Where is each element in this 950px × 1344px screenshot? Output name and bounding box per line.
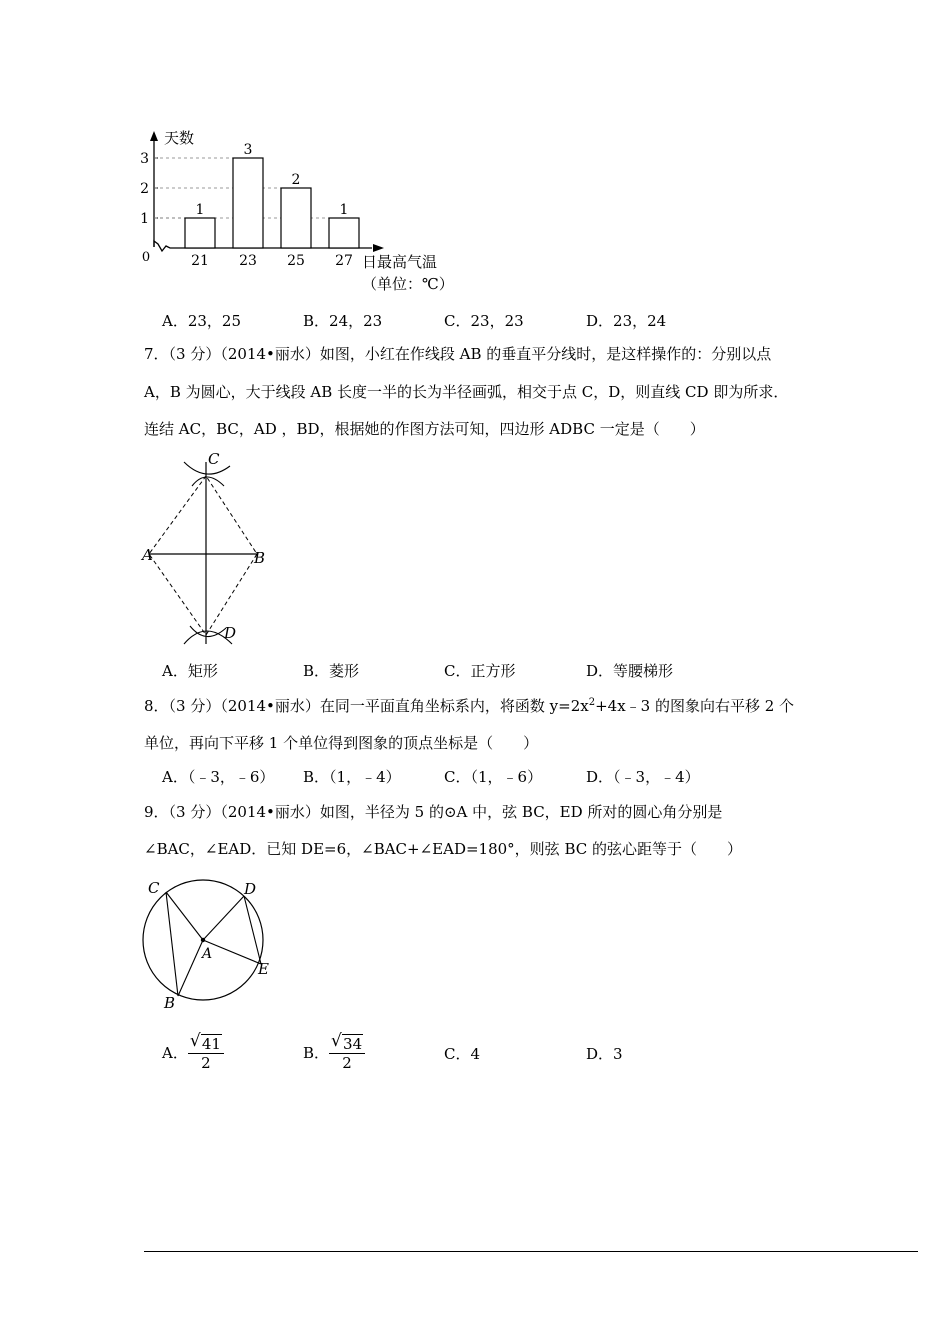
center-point [201,938,205,942]
x-axis-label: 日最高气温 [362,253,438,271]
point-b-label: B [254,549,266,567]
bar-value-label: 3 [243,142,253,158]
y-tick-label: 2 [140,181,149,197]
q7-option-d[interactable]: D．等腰梯形 [586,662,674,680]
bar-value-label: 1 [339,202,349,218]
q9-text-line2: ∠BAC，∠EAD．已知 DE=6，∠BAC+∠EAD=180°，则弦 BC 的弦心距等于（ ） [144,840,742,858]
point-e-label: E [258,960,269,978]
category-label: 27 [335,253,353,269]
q9-option-c[interactable]: C．4 [444,1045,481,1063]
category-label: 21 [191,253,209,269]
radius-ad [203,896,244,940]
histogram-bar [233,158,263,248]
point-b-label: B [164,994,176,1012]
y-tick-label: 3 [140,151,149,167]
q9-option-d[interactable]: D．3 [586,1045,623,1063]
q8-option-b[interactable]: B．（1，﹣4） [303,768,401,786]
q8-text-line1: 8．（3 分）（2014•丽水）在同一平面直角坐标系内，将函数 $y=2x^2+4x﹣3$ 的图象向右平移 2 个 [144,697,795,715]
circle-chords-figure [140,876,280,1014]
point-c-label: C [148,879,160,897]
y-axis-arrow [150,131,158,141]
point-c-label: C [208,450,220,468]
q6-option-d[interactable]: D．23，24 [586,312,667,330]
q7-text-line3: 连结 AC，BC，AD ，BD，根据她的作图方法可知，四边形 ADBC 一定是（ ） [144,420,705,438]
chord-bc [166,892,178,996]
q7-text-line2: A，B 为圆心，大于线段 AB 长度一半的长为半径画弧，相交于点 C，D，则直线 CD 即为所求． [144,383,789,401]
q9-text-line1: 9．（3 分）（2014•丽水）如图，半径为 5 的⊙A 中，弦 BC，ED 所对的圆心角分别是 [144,803,723,821]
perpendicular-bisector-figure [140,448,280,646]
radius-ac [166,892,203,940]
point-d-label: D [224,624,237,642]
temperature-histogram [140,125,470,300]
q7-option-a[interactable]: A．矩形 [162,662,218,680]
y-axis-label: 天数 [164,129,195,147]
rhombus-adbc [149,476,257,635]
arc-c-1 [184,462,230,474]
q8-option-c[interactable]: C．（1，﹣6） [444,768,543,786]
bar-value-label: 1 [195,202,205,218]
q7-option-b[interactable]: B．菱形 [303,662,360,680]
q9-option-b[interactable]: B． √ 34 2 [303,1034,365,1072]
footer-divider [144,1251,918,1252]
category-label: 25 [287,253,305,269]
histogram-bar [185,218,215,248]
origin-label: 0 [141,250,151,265]
q7-option-c[interactable]: C．正方形 [444,662,516,680]
q7-text-line1: 7．（3 分）（2014•丽水）如图，小红在作线段 AB 的垂直平分线时，是这样操作的：分别以点 [144,345,772,363]
q6-option-a[interactable]: A．23，25 [162,312,242,330]
point-d-label: D [244,880,257,898]
histogram-bar [281,188,311,248]
unit-label: （单位：℃） [362,275,454,293]
point-a-label: A [142,546,153,564]
radius-ab [178,940,203,996]
y-tick-label: 1 [140,211,149,227]
point-a-label: A [202,946,213,962]
bar-value-label: 2 [291,172,301,188]
q8-option-a[interactable]: A．（﹣3，﹣6） [162,768,275,786]
q6-option-b[interactable]: B．24，23 [303,312,383,330]
histogram-bar [329,218,359,248]
x-axis-arrow [373,244,384,252]
q9-option-a[interactable]: A． √ 41 2 [162,1034,224,1072]
q6-option-c[interactable]: C．23，23 [444,312,524,330]
q8-option-d[interactable]: D．（﹣3，﹣4） [586,768,700,786]
category-label: 23 [239,253,257,269]
q8-text-line2: 单位，再向下平移 1 个单位得到图象的顶点坐标是（ ） [144,734,539,752]
